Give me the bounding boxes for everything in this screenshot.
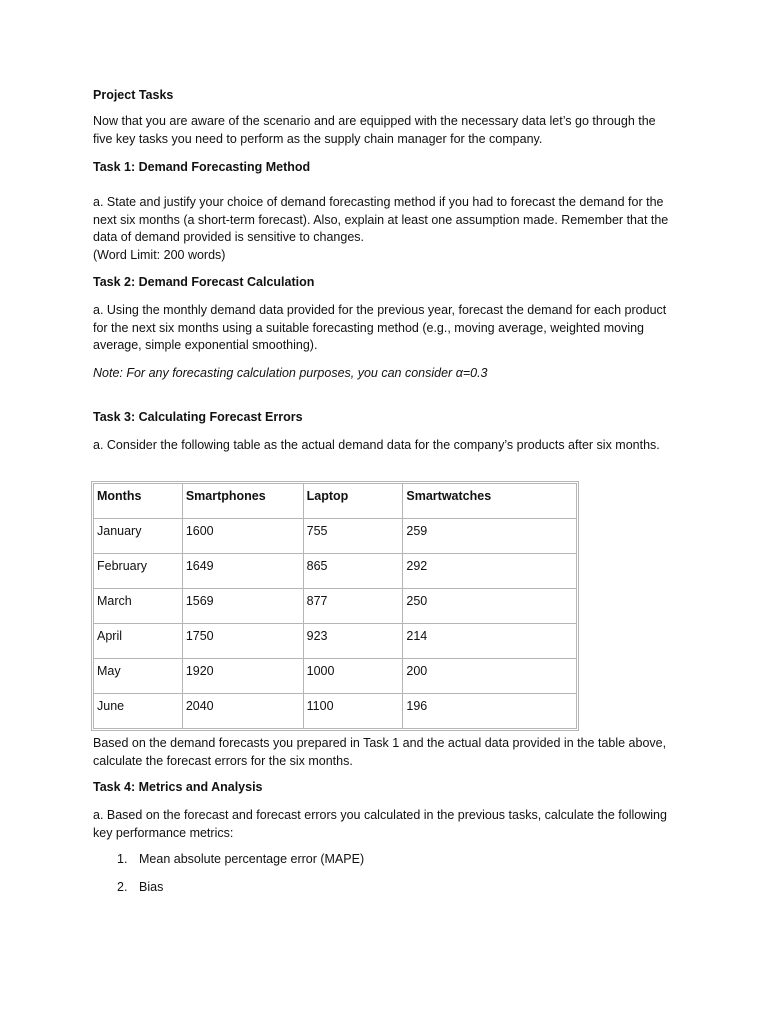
table-cell-smartwatches: 200 bbox=[403, 659, 577, 694]
intro-paragraph: Now that you are aware of the scenario and are equipped with the necessary data let’s go through the five key tasks you need to perform as the supply chain manager for the company. bbox=[93, 114, 656, 146]
table-cell-month: February bbox=[94, 554, 183, 589]
task4-title: Task 4: Metrics and Analysis bbox=[93, 780, 263, 794]
table-cell-month: January bbox=[94, 519, 183, 554]
table-cell-smartwatches: 250 bbox=[403, 589, 577, 624]
table-cell-laptop: 877 bbox=[303, 589, 403, 624]
list-item-number: 1. bbox=[117, 852, 128, 866]
table-cell-month: March bbox=[94, 589, 183, 624]
task3-title: Task 3: Calculating Forecast Errors bbox=[93, 410, 303, 424]
list-item-number: 2. bbox=[117, 880, 128, 894]
task4-body: a. Based on the forecast and forecast errors you calculated in the previous tasks, calculate the following key performance metrics: bbox=[93, 808, 667, 840]
header-cell-smartwatches: Smartwatches bbox=[403, 484, 577, 519]
task1-word-limit: (Word Limit: 200 words) bbox=[93, 248, 226, 262]
table-cell-smartwatches: 196 bbox=[403, 694, 577, 729]
task2-note: Note: For any forecasting calculation purposes, you can consider α=0.3 bbox=[93, 366, 488, 380]
task3-after-table: Based on the demand forecasts you prepared in Task 1 and the actual data provided in the table above, calculate the forecast errors for the six months. bbox=[93, 736, 667, 768]
page-heading: Project Tasks bbox=[93, 88, 174, 102]
table-cell-month: June bbox=[94, 694, 183, 729]
table-cell-smartphones: 1600 bbox=[182, 519, 303, 554]
table-row bbox=[94, 659, 577, 694]
table-cell-laptop: 923 bbox=[303, 624, 403, 659]
table-cell-laptop: 865 bbox=[303, 554, 403, 589]
list-item-text: Mean absolute percentage error (MAPE) bbox=[139, 852, 365, 866]
header-cell-smartphones: Smartphones bbox=[182, 484, 303, 519]
table-cell-laptop: 1100 bbox=[303, 694, 403, 729]
table-cell-smartphones: 1649 bbox=[182, 554, 303, 589]
list-item bbox=[93, 879, 678, 907]
task3-body: a. Consider the following table as the actual demand data for the company’s products after six months. bbox=[93, 438, 660, 452]
table-cell-smartwatches: 214 bbox=[403, 624, 577, 659]
table-cell-laptop: 755 bbox=[303, 519, 403, 554]
task1-title: Task 1: Demand Forecasting Method bbox=[93, 160, 311, 174]
metrics-list bbox=[93, 851, 678, 907]
table-cell-month: April bbox=[94, 624, 183, 659]
actual-demand-table bbox=[93, 483, 577, 729]
table-row bbox=[94, 694, 577, 729]
table-row bbox=[94, 554, 577, 589]
header-cell-laptop: Laptop bbox=[303, 484, 403, 519]
table-cell-month: May bbox=[94, 659, 183, 694]
task2-body: a. Using the monthly demand data provided for the previous year, forecast the demand for each product for the next six months using a suitable forecasting method (e.g., moving average, weighted moving average, simple exponential smoothing). bbox=[93, 303, 667, 352]
list-item bbox=[93, 851, 678, 879]
table-cell-smartwatches: 292 bbox=[403, 554, 577, 589]
header-cell-months: Months bbox=[94, 484, 183, 519]
table-cell-smartwatches: 259 bbox=[403, 519, 577, 554]
table-cell-smartphones: 2040 bbox=[182, 694, 303, 729]
table-row bbox=[94, 519, 577, 554]
task1-body: a. State and justify your choice of demand forecasting method if you had to forecast the demand for the next six months (a short-term forecast). Also, explain at least one assumption made. Remember that the data of demand provided is sensitive to changes. bbox=[93, 195, 669, 244]
table-cell-smartphones: 1750 bbox=[182, 624, 303, 659]
list-item-text: Bias bbox=[139, 880, 164, 894]
table-cell-smartphones: 1569 bbox=[182, 589, 303, 624]
task2-title: Task 2: Demand Forecast Calculation bbox=[93, 275, 315, 289]
table-cell-laptop: 1000 bbox=[303, 659, 403, 694]
table-row bbox=[94, 589, 577, 624]
table-header-row bbox=[94, 484, 577, 519]
table-row bbox=[94, 624, 577, 659]
table-cell-smartphones: 1920 bbox=[182, 659, 303, 694]
